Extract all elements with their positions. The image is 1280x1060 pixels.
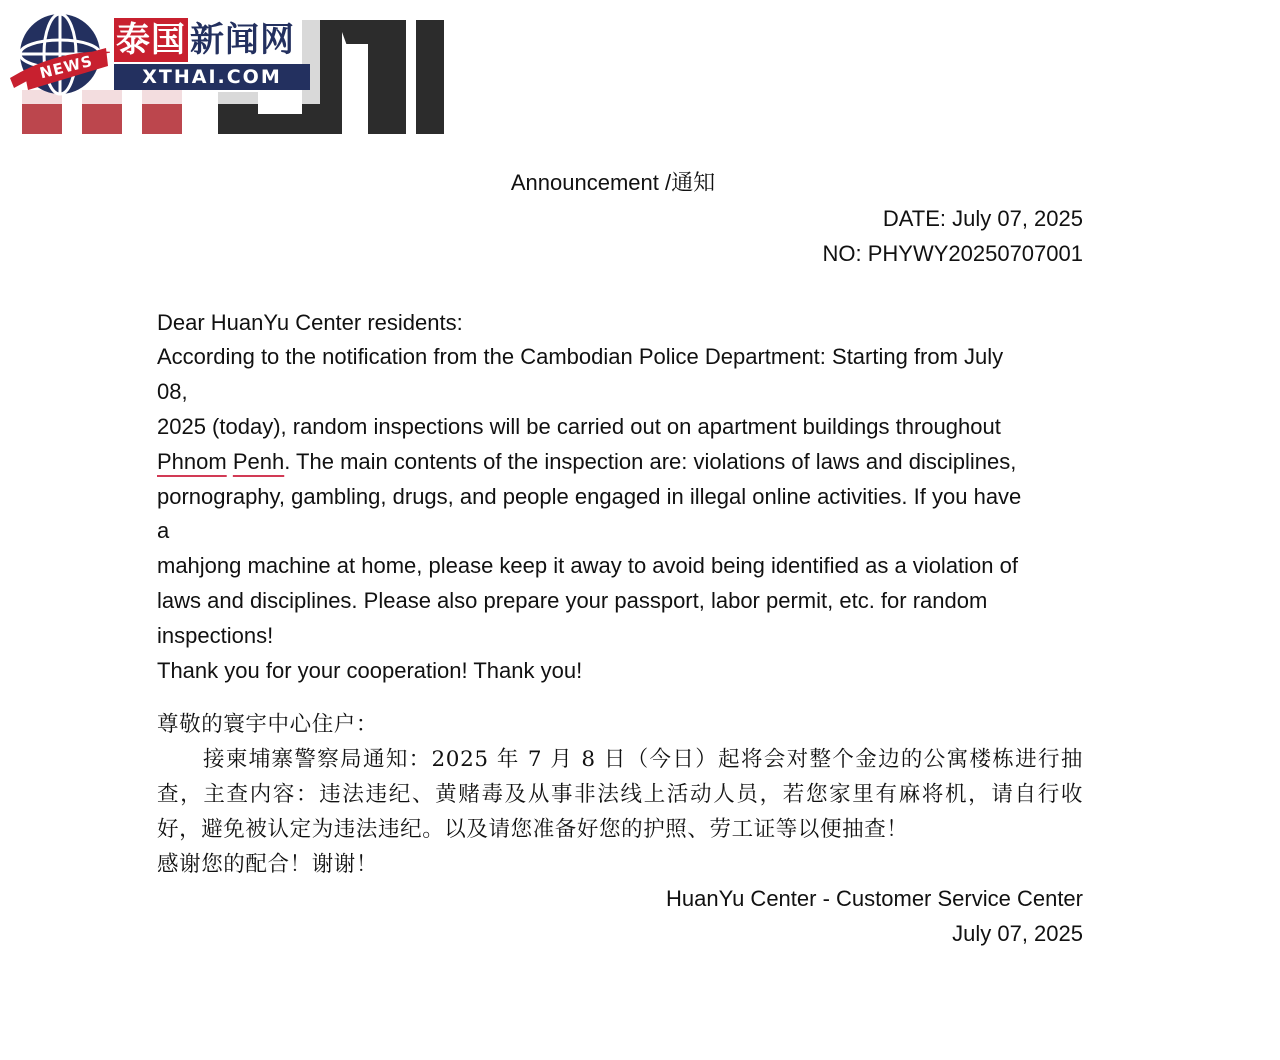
site-domain: XTHAI.COM bbox=[114, 64, 310, 90]
logo-dark-shape bbox=[368, 20, 406, 134]
english-salutation: Dear HuanYu Center residents: bbox=[157, 309, 463, 335]
site-name-chinese bbox=[114, 18, 295, 62]
english-line: 08, bbox=[157, 379, 188, 405]
signature-organization: HuanYu Center - Customer Service Center bbox=[666, 886, 1083, 912]
spacer bbox=[157, 272, 1083, 306]
chinese-body: 接柬埔寨警察局通知：2025 年 7 月 8 日（今日）起将会对整个金边的公寓楼栋进行抽查，主查内容：违法违纪、黄赌毒及从事非法线上活动人员，若您家里有麻将机，请自行收好，避免被认定为违法违纪。以及请您准备好您的护照、劳工证等以便抽查！ bbox=[157, 747, 1083, 842]
english-line-with-place-name bbox=[157, 445, 1083, 480]
english-line: 2025 (today), random inspections will be carried out on apartment buildings throughout bbox=[157, 413, 1001, 439]
english-thanks: Thank you for your cooperation! Thank you! bbox=[157, 657, 583, 683]
chinese-salutation: 尊敬的寰宇中心住户： bbox=[157, 712, 379, 738]
place-name-penh: Penh bbox=[232, 448, 285, 474]
announcement-document bbox=[157, 168, 1083, 952]
english-line: inspections! bbox=[157, 622, 274, 648]
signature-date: July 07, 2025 bbox=[952, 921, 1083, 947]
chinese-thanks: 感谢您的配合！谢谢！ bbox=[157, 851, 379, 877]
english-line: According to the notification from the Cambodian Police Department: Starting from July bbox=[157, 344, 1004, 370]
english-line: mahjong machine at home, please keep it away to avoid being identified as a violation of bbox=[157, 553, 1018, 579]
english-line: laws and disciplines. Please also prepare your passport, labor permit, etc. for random bbox=[157, 587, 988, 613]
english-line: pornography, gambling, drugs, and people engaged in illegal online activities. If you have bbox=[157, 483, 1022, 509]
logo-dark-shape bbox=[256, 114, 304, 134]
site-name-blue-part: 新闻网 bbox=[190, 20, 295, 60]
document-date: DATE: July 07, 2025 bbox=[882, 206, 1083, 231]
logo-dark-shape bbox=[416, 20, 444, 134]
header-logo-area bbox=[0, 0, 460, 140]
place-name-phnom: Phnom bbox=[157, 448, 227, 474]
document-title: Announcement /通知 bbox=[510, 170, 716, 195]
spacer bbox=[157, 688, 1083, 708]
site-name-red-part: 泰国 bbox=[116, 20, 186, 60]
english-line-tail: . The main contents of the inspection are: violations of laws and disciplines, bbox=[284, 448, 1017, 474]
news-badge-text: NEWS bbox=[37, 51, 95, 83]
english-line: a bbox=[157, 518, 170, 544]
document-number: NO: PHYWY20250707001 bbox=[822, 240, 1083, 266]
